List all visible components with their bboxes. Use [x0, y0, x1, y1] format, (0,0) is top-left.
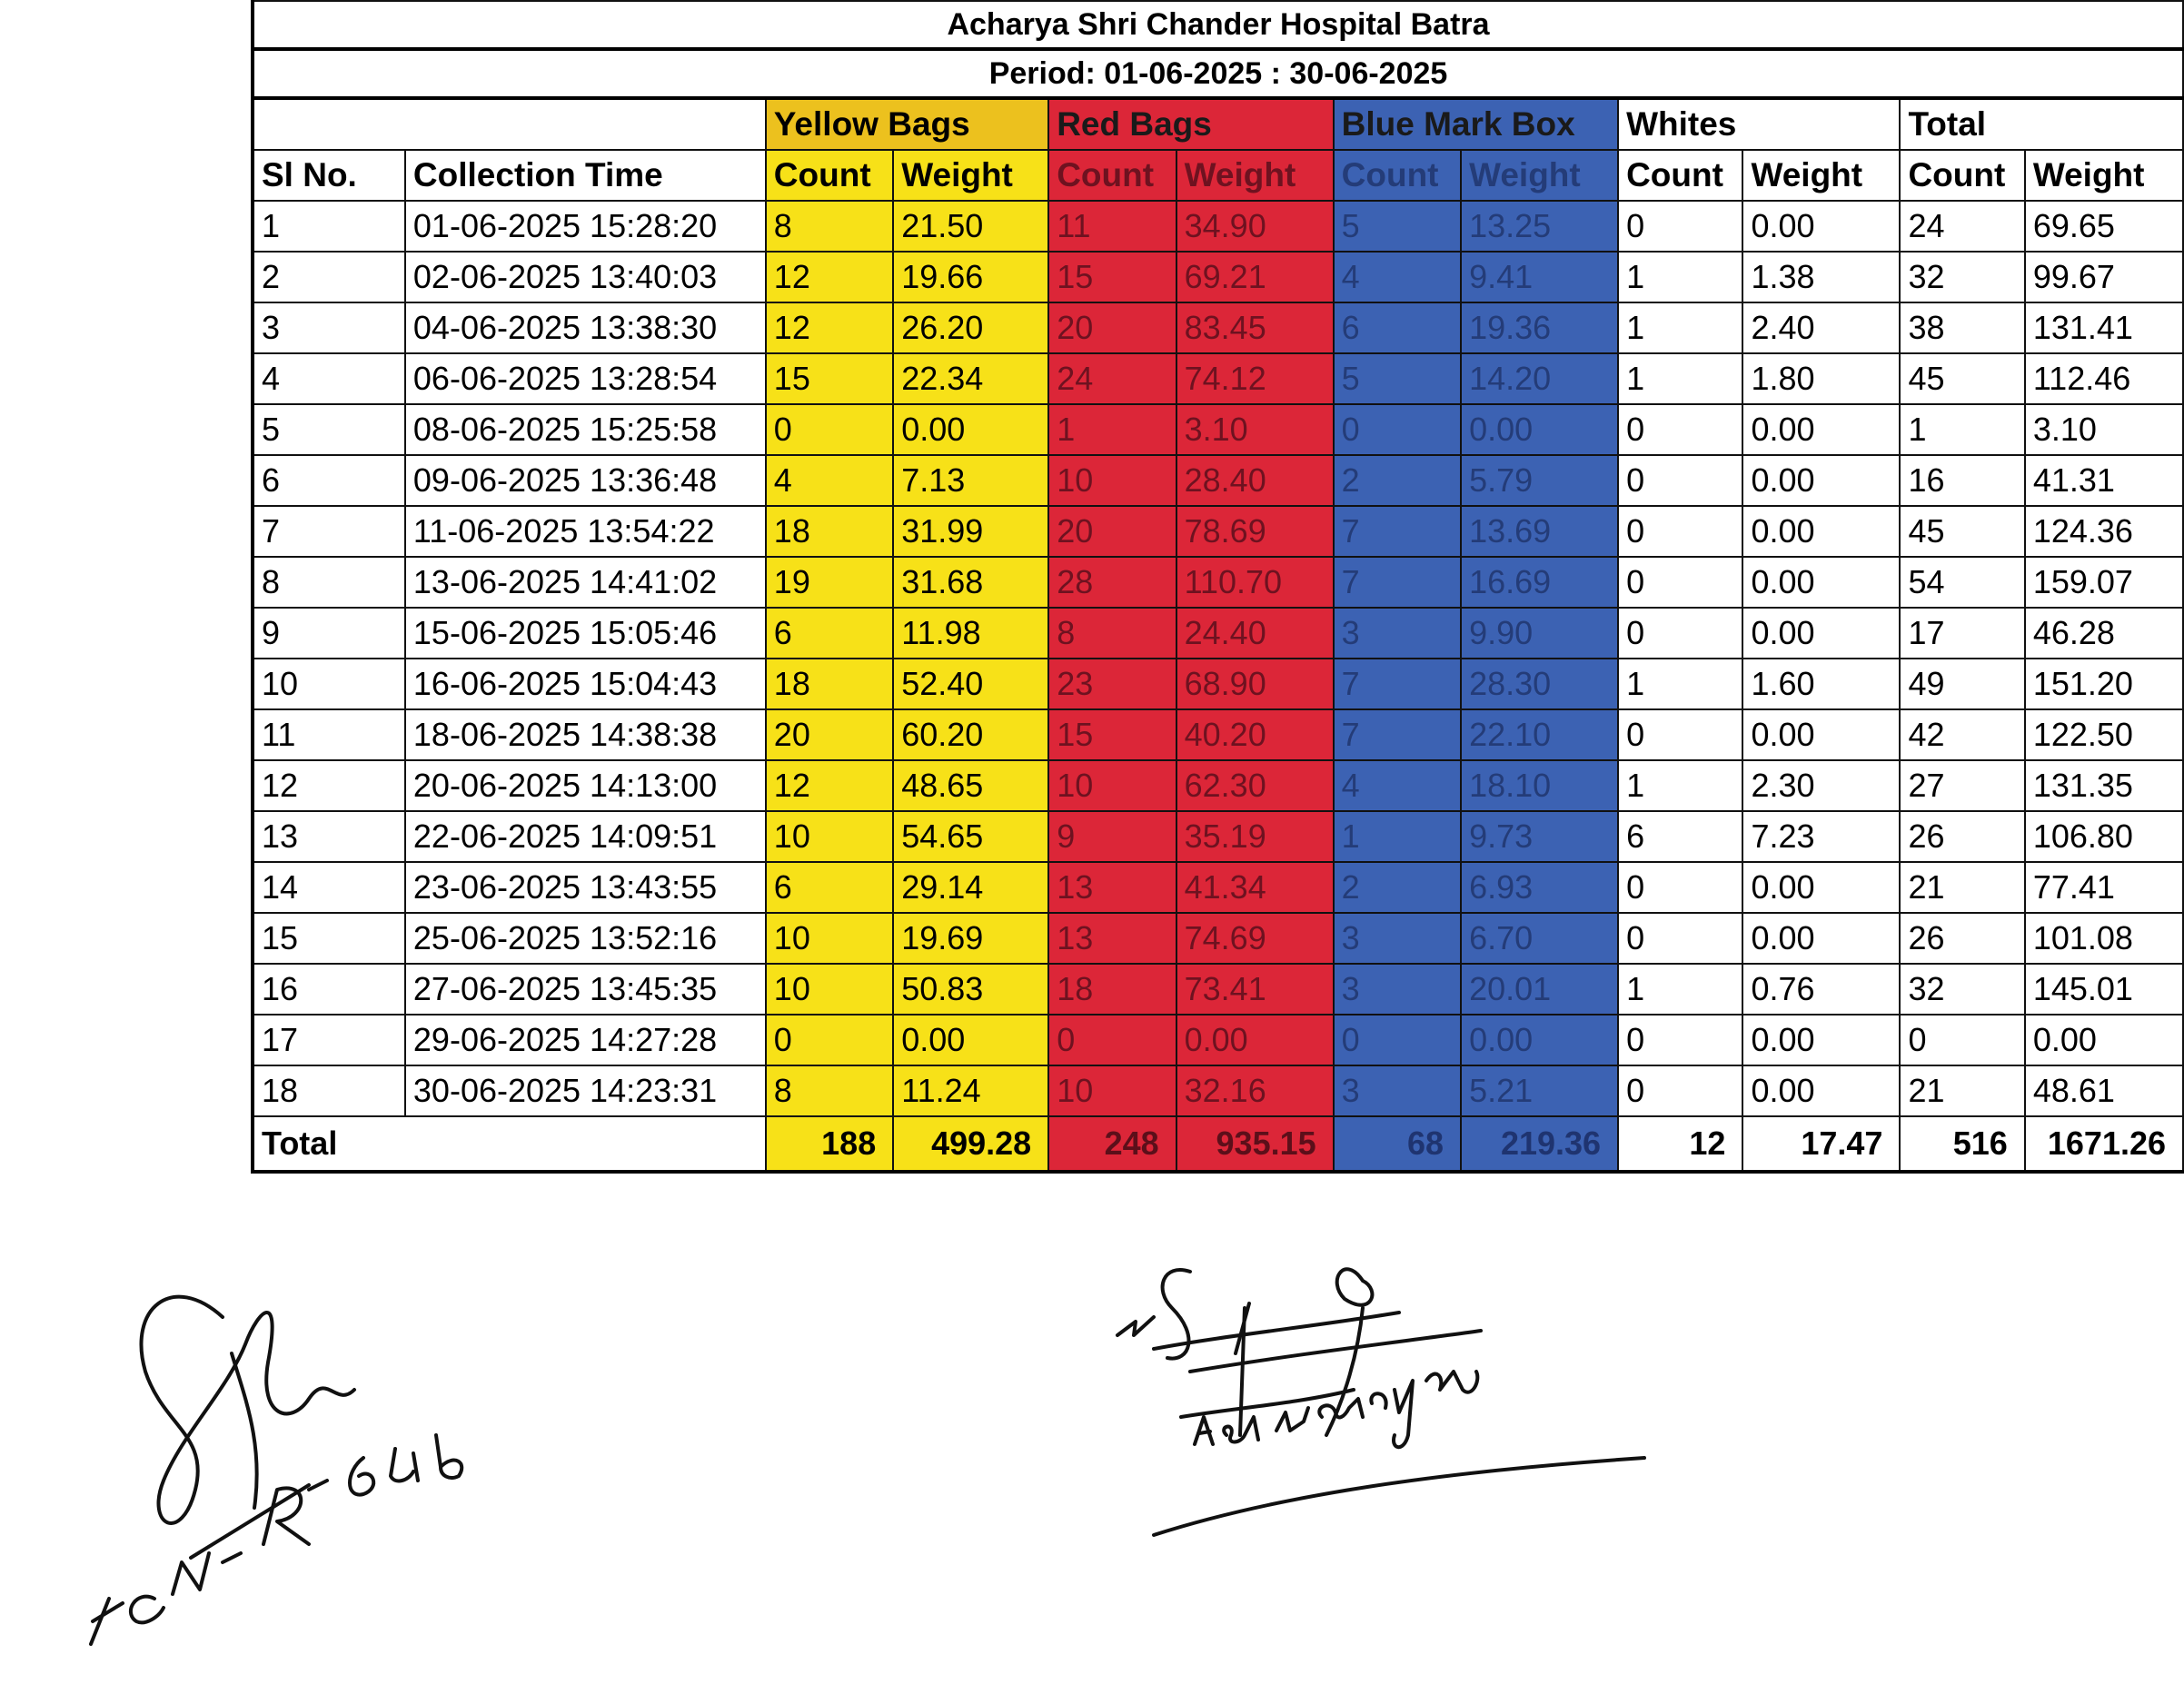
cell-red-weight: 73.41 [1176, 964, 1334, 1015]
cell-red-count: 28 [1048, 557, 1176, 608]
cell-red-count: 10 [1048, 455, 1176, 506]
cell-yellow-weight: 54.65 [893, 811, 1048, 862]
cell-white-weight: 2.30 [1742, 760, 1900, 811]
cell-blue-weight: 5.21 [1461, 1065, 1618, 1116]
cell-sl-no: 7 [253, 506, 405, 557]
cell-collection-time: 09-06-2025 13:36:48 [405, 455, 766, 506]
cell-total-weight: 145.01 [2025, 964, 2183, 1015]
cell-red-count: 1 [1048, 404, 1176, 455]
cell-collection-time: 08-06-2025 15:25:58 [405, 404, 766, 455]
cell-white-weight: 0.00 [1742, 404, 1900, 455]
column-header-red-weight: Weight [1176, 150, 1334, 201]
cell-total-weight: 112.46 [2025, 353, 2183, 404]
cell-blue-weight: 9.41 [1461, 252, 1618, 302]
table-row [253, 964, 2183, 1015]
table-row [253, 302, 2183, 353]
cell-total-weight: 124.36 [2025, 506, 2183, 557]
cell-white-count: 0 [1618, 557, 1742, 608]
cell-red-weight: 32.16 [1176, 1065, 1334, 1116]
group-header-total: Total [1900, 98, 2183, 150]
cell-yellow-count: 10 [766, 811, 893, 862]
cell-sl-no: 16 [253, 964, 405, 1015]
totals-row [253, 1116, 2183, 1172]
cell-blue-weight: 9.73 [1461, 811, 1618, 862]
cell-white-weight: 1.60 [1742, 659, 1900, 709]
cell-red-weight: 28.40 [1176, 455, 1334, 506]
cell-sl-no: 11 [253, 709, 405, 760]
cell-total-weight: 69.65 [2025, 201, 2183, 252]
cell-blue-count: 7 [1334, 709, 1461, 760]
group-header-yellow-bags: Yellow Bags [766, 98, 1048, 150]
cell-blue-count: 5 [1334, 353, 1461, 404]
cell-sl-no: 8 [253, 557, 405, 608]
cell-total-weight: 46.28 [2025, 608, 2183, 659]
cell-total-count: 45 [1900, 353, 2024, 404]
cell-total-count: 32 [1900, 252, 2024, 302]
cell-white-count: 0 [1618, 709, 1742, 760]
cell-collection-time: 15-06-2025 15:05:46 [405, 608, 766, 659]
group-header-blue-mark-box: Blue Mark Box [1334, 98, 1618, 150]
cell-blue-count: 4 [1334, 760, 1461, 811]
signature-right [1099, 1253, 1690, 1562]
cell-collection-time: 11-06-2025 13:54:22 [405, 506, 766, 557]
total-blue-count: 68 [1334, 1116, 1461, 1172]
cell-total-count: 1 [1900, 404, 2024, 455]
cell-yellow-count: 6 [766, 862, 893, 913]
cell-red-count: 11 [1048, 201, 1176, 252]
cell-sl-no: 2 [253, 252, 405, 302]
cell-yellow-count: 10 [766, 964, 893, 1015]
table-row [253, 404, 2183, 455]
cell-red-weight: 24.40 [1176, 608, 1334, 659]
cell-collection-time: 13-06-2025 14:41:02 [405, 557, 766, 608]
cell-red-weight: 40.20 [1176, 709, 1334, 760]
cell-yellow-weight: 19.69 [893, 913, 1048, 964]
cell-red-weight: 74.69 [1176, 913, 1334, 964]
cell-blue-weight: 13.25 [1461, 201, 1618, 252]
cell-yellow-weight: 7.13 [893, 455, 1048, 506]
cell-total-count: 42 [1900, 709, 2024, 760]
cell-red-weight: 78.69 [1176, 506, 1334, 557]
total-blue-weight: 219.36 [1461, 1116, 1618, 1172]
total-total-weight: 1671.26 [2025, 1116, 2183, 1172]
cell-collection-time: 20-06-2025 14:13:00 [405, 760, 766, 811]
cell-total-weight: 101.08 [2025, 913, 2183, 964]
cell-red-weight: 74.12 [1176, 353, 1334, 404]
group-header-whites: Whites [1618, 98, 1900, 150]
total-red-weight: 935.15 [1176, 1116, 1334, 1172]
cell-blue-weight: 0.00 [1461, 1015, 1618, 1065]
cell-collection-time: 27-06-2025 13:45:35 [405, 964, 766, 1015]
cell-red-weight: 69.21 [1176, 252, 1334, 302]
cell-yellow-weight: 21.50 [893, 201, 1048, 252]
cell-yellow-weight: 29.14 [893, 862, 1048, 913]
cell-yellow-count: 18 [766, 506, 893, 557]
cell-yellow-weight: 60.20 [893, 709, 1048, 760]
cell-white-weight: 7.23 [1742, 811, 1900, 862]
table-row [253, 709, 2183, 760]
report-period: Period: 01-06-2025 : 30-06-2025 [253, 49, 2183, 98]
cell-blue-weight: 14.20 [1461, 353, 1618, 404]
table-row [253, 913, 2183, 964]
cell-blue-count: 3 [1334, 913, 1461, 964]
table-row [253, 201, 2183, 252]
cell-sl-no: 3 [253, 302, 405, 353]
total-red-count: 248 [1048, 1116, 1176, 1172]
cell-red-count: 13 [1048, 913, 1176, 964]
hospital-title: Acharya Shri Chander Hospital Batra [253, 1, 2183, 49]
cell-white-count: 0 [1618, 201, 1742, 252]
cell-collection-time: 16-06-2025 15:04:43 [405, 659, 766, 709]
group-header-blank [253, 98, 766, 150]
table-row [253, 608, 2183, 659]
cell-yellow-weight: 31.68 [893, 557, 1048, 608]
cell-blue-weight: 5.79 [1461, 455, 1618, 506]
cell-red-weight: 34.90 [1176, 201, 1334, 252]
cell-yellow-weight: 11.24 [893, 1065, 1048, 1116]
cell-total-weight: 0.00 [2025, 1015, 2183, 1065]
cell-red-count: 24 [1048, 353, 1176, 404]
cell-blue-weight: 16.69 [1461, 557, 1618, 608]
cell-red-count: 20 [1048, 302, 1176, 353]
cell-sl-no: 18 [253, 1065, 405, 1116]
column-header-blue-weight: Weight [1461, 150, 1618, 201]
cell-yellow-weight: 48.65 [893, 760, 1048, 811]
cell-blue-weight: 28.30 [1461, 659, 1618, 709]
cell-collection-time: 02-06-2025 13:40:03 [405, 252, 766, 302]
cell-total-weight: 3.10 [2025, 404, 2183, 455]
cell-white-weight: 0.00 [1742, 608, 1900, 659]
table-row [253, 760, 2183, 811]
cell-red-count: 15 [1048, 252, 1176, 302]
cell-white-count: 0 [1618, 404, 1742, 455]
cell-collection-time: 30-06-2025 14:23:31 [405, 1065, 766, 1116]
cell-sl-no: 14 [253, 862, 405, 913]
cell-collection-time: 18-06-2025 14:38:38 [405, 709, 766, 760]
cell-collection-time: 23-06-2025 13:43:55 [405, 862, 766, 913]
cell-total-count: 45 [1900, 506, 2024, 557]
cell-white-count: 0 [1618, 455, 1742, 506]
cell-white-weight: 0.00 [1742, 1015, 1900, 1065]
cell-total-count: 38 [1900, 302, 2024, 353]
cell-total-weight: 131.35 [2025, 760, 2183, 811]
cell-yellow-weight: 0.00 [893, 404, 1048, 455]
cell-total-weight: 159.07 [2025, 557, 2183, 608]
table-row [253, 659, 2183, 709]
cell-blue-count: 5 [1334, 201, 1461, 252]
cell-sl-no: 17 [253, 1015, 405, 1065]
cell-blue-count: 3 [1334, 1065, 1461, 1116]
cell-sl-no: 6 [253, 455, 405, 506]
table-row [253, 455, 2183, 506]
cell-collection-time: 01-06-2025 15:28:20 [405, 201, 766, 252]
cell-white-count: 0 [1618, 1065, 1742, 1116]
cell-red-count: 23 [1048, 659, 1176, 709]
total-yellow-weight: 499.28 [893, 1116, 1048, 1172]
cell-red-count: 9 [1048, 811, 1176, 862]
cell-white-count: 1 [1618, 302, 1742, 353]
cell-yellow-count: 0 [766, 1015, 893, 1065]
cell-blue-count: 3 [1334, 964, 1461, 1015]
cell-yellow-count: 8 [766, 201, 893, 252]
cell-white-weight: 0.00 [1742, 201, 1900, 252]
total-yellow-count: 188 [766, 1116, 893, 1172]
cell-blue-count: 2 [1334, 455, 1461, 506]
table-row [253, 557, 2183, 608]
cell-yellow-weight: 26.20 [893, 302, 1048, 353]
cell-white-weight: 0.00 [1742, 1065, 1900, 1116]
cell-blue-count: 0 [1334, 404, 1461, 455]
cell-red-weight: 0.00 [1176, 1015, 1334, 1065]
cell-sl-no: 5 [253, 404, 405, 455]
cell-blue-weight: 0.00 [1461, 404, 1618, 455]
cell-total-count: 26 [1900, 913, 2024, 964]
table-row [253, 862, 2183, 913]
cell-yellow-count: 18 [766, 659, 893, 709]
cell-white-weight: 0.00 [1742, 506, 1900, 557]
cell-collection-time: 29-06-2025 14:27:28 [405, 1015, 766, 1065]
cell-yellow-count: 6 [766, 608, 893, 659]
cell-yellow-weight: 0.00 [893, 1015, 1048, 1065]
cell-total-count: 27 [1900, 760, 2024, 811]
cell-total-count: 32 [1900, 964, 2024, 1015]
cell-blue-weight: 18.10 [1461, 760, 1618, 811]
cell-blue-weight: 13.69 [1461, 506, 1618, 557]
cell-yellow-count: 10 [766, 913, 893, 964]
cell-white-weight: 2.40 [1742, 302, 1900, 353]
cell-white-count: 1 [1618, 659, 1742, 709]
cell-blue-count: 7 [1334, 557, 1461, 608]
cell-total-count: 21 [1900, 862, 2024, 913]
cell-white-weight: 0.00 [1742, 709, 1900, 760]
column-header-white-count: Count [1618, 150, 1742, 201]
cell-blue-weight: 6.93 [1461, 862, 1618, 913]
cell-red-weight: 41.34 [1176, 862, 1334, 913]
cell-red-weight: 35.19 [1176, 811, 1334, 862]
cell-red-count: 18 [1048, 964, 1176, 1015]
cell-total-count: 17 [1900, 608, 2024, 659]
cell-white-weight: 0.00 [1742, 913, 1900, 964]
column-header-yellow-count: Count [766, 150, 893, 201]
cell-total-count: 54 [1900, 557, 2024, 608]
table-row [253, 811, 2183, 862]
cell-blue-count: 4 [1334, 252, 1461, 302]
cell-total-count: 21 [1900, 1065, 2024, 1116]
cell-white-weight: 1.80 [1742, 353, 1900, 404]
waste-collection-table [251, 0, 2184, 1174]
cell-yellow-weight: 52.40 [893, 659, 1048, 709]
cell-yellow-count: 15 [766, 353, 893, 404]
column-header-white-weight: Weight [1742, 150, 1900, 201]
cell-yellow-weight: 11.98 [893, 608, 1048, 659]
cell-yellow-count: 19 [766, 557, 893, 608]
cell-total-weight: 106.80 [2025, 811, 2183, 862]
cell-sl-no: 15 [253, 913, 405, 964]
column-header-total-count: Count [1900, 150, 2024, 201]
cell-blue-count: 2 [1334, 862, 1461, 913]
cell-blue-count: 3 [1334, 608, 1461, 659]
cell-total-weight: 41.31 [2025, 455, 2183, 506]
cell-white-count: 0 [1618, 1015, 1742, 1065]
cell-yellow-count: 20 [766, 709, 893, 760]
table-row [253, 1065, 2183, 1116]
cell-sl-no: 13 [253, 811, 405, 862]
cell-total-weight: 99.67 [2025, 252, 2183, 302]
cell-total-count: 16 [1900, 455, 2024, 506]
cell-white-count: 1 [1618, 964, 1742, 1015]
cell-white-weight: 0.76 [1742, 964, 1900, 1015]
cell-red-count: 10 [1048, 1065, 1176, 1116]
column-header-sl-no: Sl No. [253, 150, 405, 201]
cell-red-weight: 62.30 [1176, 760, 1334, 811]
cell-white-weight: 0.00 [1742, 557, 1900, 608]
cell-yellow-count: 12 [766, 760, 893, 811]
cell-white-count: 0 [1618, 506, 1742, 557]
cell-total-weight: 151.20 [2025, 659, 2183, 709]
cell-red-weight: 3.10 [1176, 404, 1334, 455]
cell-yellow-count: 12 [766, 302, 893, 353]
cell-white-weight: 0.00 [1742, 455, 1900, 506]
cell-yellow-count: 4 [766, 455, 893, 506]
cell-total-count: 26 [1900, 811, 2024, 862]
cell-white-weight: 0.00 [1742, 862, 1900, 913]
cell-total-weight: 131.41 [2025, 302, 2183, 353]
cell-sl-no: 9 [253, 608, 405, 659]
cell-red-count: 15 [1048, 709, 1176, 760]
cell-sl-no: 1 [253, 201, 405, 252]
cell-blue-weight: 6.70 [1461, 913, 1618, 964]
cell-sl-no: 12 [253, 760, 405, 811]
cell-yellow-weight: 19.66 [893, 252, 1048, 302]
cell-total-count: 49 [1900, 659, 2024, 709]
cell-collection-time: 04-06-2025 13:38:30 [405, 302, 766, 353]
cell-blue-count: 1 [1334, 811, 1461, 862]
cell-sl-no: 4 [253, 353, 405, 404]
cell-collection-time: 06-06-2025 13:28:54 [405, 353, 766, 404]
cell-total-weight: 48.61 [2025, 1065, 2183, 1116]
cell-yellow-weight: 31.99 [893, 506, 1048, 557]
cell-red-count: 20 [1048, 506, 1176, 557]
column-header-blue-count: Count [1334, 150, 1461, 201]
cell-collection-time: 25-06-2025 13:52:16 [405, 913, 766, 964]
cell-red-weight: 110.70 [1176, 557, 1334, 608]
column-header-collection-time: Collection Time [405, 150, 766, 201]
cell-red-count: 0 [1048, 1015, 1176, 1065]
column-header-red-count: Count [1048, 150, 1176, 201]
cell-blue-count: 0 [1334, 1015, 1461, 1065]
group-header-red-bags: Red Bags [1048, 98, 1333, 150]
cell-blue-count: 7 [1334, 506, 1461, 557]
cell-white-count: 6 [1618, 811, 1742, 862]
cell-yellow-count: 0 [766, 404, 893, 455]
cell-total-count: 0 [1900, 1015, 2024, 1065]
totals-label: Total [253, 1116, 766, 1172]
cell-collection-time: 22-06-2025 14:09:51 [405, 811, 766, 862]
cell-white-count: 0 [1618, 913, 1742, 964]
cell-white-count: 1 [1618, 760, 1742, 811]
signature-left [36, 1253, 491, 1689]
table-row [253, 506, 2183, 557]
cell-blue-weight: 9.90 [1461, 608, 1618, 659]
cell-yellow-count: 12 [766, 252, 893, 302]
total-white-weight: 17.47 [1742, 1116, 1900, 1172]
cell-total-count: 24 [1900, 201, 2024, 252]
cell-yellow-weight: 22.34 [893, 353, 1048, 404]
table-row [253, 1015, 2183, 1065]
cell-red-count: 10 [1048, 760, 1176, 811]
cell-total-weight: 122.50 [2025, 709, 2183, 760]
cell-yellow-weight: 50.83 [893, 964, 1048, 1015]
cell-red-count: 8 [1048, 608, 1176, 659]
column-header-yellow-weight: Weight [893, 150, 1048, 201]
cell-yellow-count: 8 [766, 1065, 893, 1116]
total-total-count: 516 [1900, 1116, 2024, 1172]
cell-white-count: 0 [1618, 608, 1742, 659]
cell-blue-count: 6 [1334, 302, 1461, 353]
cell-red-count: 13 [1048, 862, 1176, 913]
table-row [253, 353, 2183, 404]
cell-blue-weight: 22.10 [1461, 709, 1618, 760]
cell-blue-weight: 20.01 [1461, 964, 1618, 1015]
cell-sl-no: 10 [253, 659, 405, 709]
cell-total-weight: 77.41 [2025, 862, 2183, 913]
cell-white-count: 1 [1618, 252, 1742, 302]
cell-blue-count: 7 [1334, 659, 1461, 709]
cell-white-count: 0 [1618, 862, 1742, 913]
cell-red-weight: 68.90 [1176, 659, 1334, 709]
total-white-count: 12 [1618, 1116, 1742, 1172]
column-header-total-weight: Weight [2025, 150, 2183, 201]
cell-white-count: 1 [1618, 353, 1742, 404]
cell-white-weight: 1.38 [1742, 252, 1900, 302]
cell-blue-weight: 19.36 [1461, 302, 1618, 353]
table-row [253, 252, 2183, 302]
cell-red-weight: 83.45 [1176, 302, 1334, 353]
